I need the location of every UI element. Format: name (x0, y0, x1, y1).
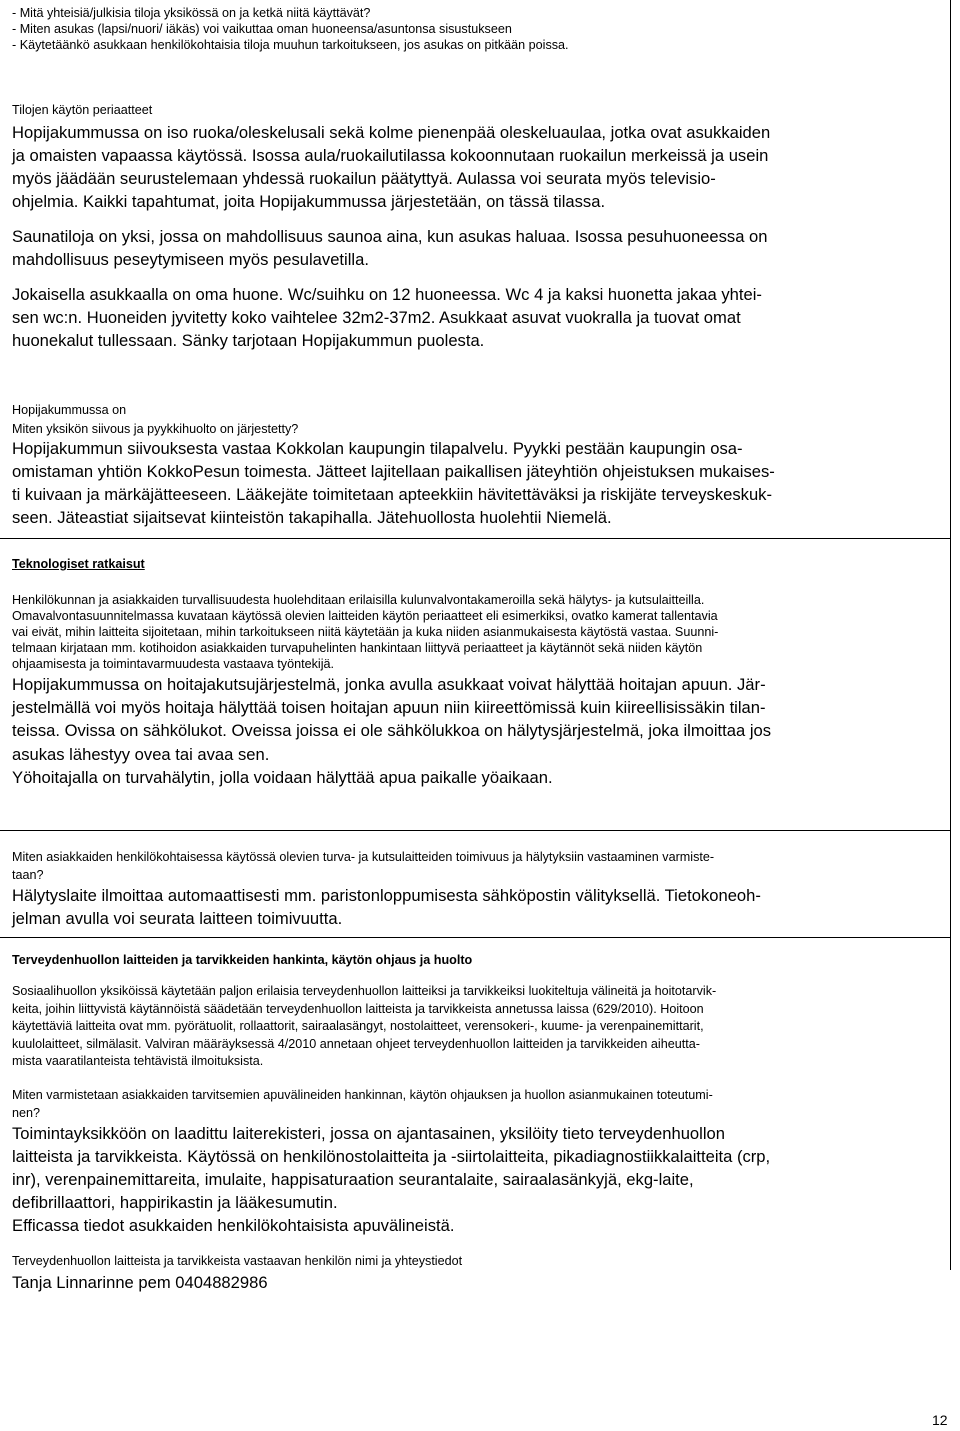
text-line: teissa. Ovissa on sähkölukot. Oveissa joissa ei ole sähkölukkoa on hälytysjärjestelmä, joka ilmoittaa jos (12, 721, 772, 741)
text-line: Hälytyslaite ilmoittaa automaattisesti mm. paristonloppumisesta sähköpostin välityksellä. Tietokoneoh- (12, 886, 761, 906)
cleaning-section (12, 402, 942, 529)
text-line: Miten asiakkaiden henkilökohtaisessa käytössä olevien turva- ja kutsulaitteiden toimivuus ja hälytyksiin vastaaminen varmiste- (12, 850, 715, 864)
health-devices-answer (12, 1122, 942, 1237)
text-line: omistaman yhtiön KokkoPesun toimesta. Jätteet lajitellaan paikallisen jäteyhtiön ohjeistuksen mukaises- (12, 462, 775, 481)
health-devices-heading: Terveydenhuollon laitteiden ja tarvikkeiden hankinta, käytön ohjaus ja huolto (12, 953, 473, 967)
health-devices-section (12, 952, 942, 1294)
text-line: Toimintayksikköön on laadittu laiterekisteri, jossa on ajantasainen, yksilöity tieto terveydenhuollon (12, 1124, 725, 1144)
cleaning-question: Miten yksikön siivous ja pyykkihuolto on järjestetty? (12, 422, 299, 436)
text-line: Yöhoitajalla on turvahälytin, jolla voidaan hälyttää apua paikalle yöaikaan. (12, 767, 553, 787)
premises-paragraph-2 (12, 225, 942, 271)
technology-answer (12, 673, 942, 789)
alarm-check-question (12, 849, 942, 884)
text-line: vai eivät, mihin laitteita sijoitetaan, mihin tarkoitukseen niitä käytetään ja kuka niiden asianmukaisesta käytöstä vastaa. Suunni- (12, 625, 719, 639)
text-line: mahdollisuus peseytymiseen myös pesulavetilla. (12, 250, 369, 269)
premises-label: Tilojen käytön periaatteet (12, 103, 153, 117)
text-line: ja omaisten vapaassa käytössä. Isossa aula/ruokailutilassa kokoonnutaan ruokailun merkeissä ja usein (12, 146, 769, 165)
premises-paragraph-1 (12, 121, 942, 213)
alarm-check-answer (12, 884, 942, 930)
page-number: 12 (932, 1412, 948, 1428)
question-line: - Mitä yhteisiä/julkisia tiloja yksikössä on ja ketkä niitä käyttävät? (12, 6, 371, 20)
text-line: Jokaisella asukkaalla on oma huone. Wc/suihku on 12 huoneessa. Wc 4 ja kaksi huonetta jakaa yhtei- (12, 285, 762, 304)
text-line: Miten varmistetaan asiakkaiden tarvitsemien apuvälineiden hankinnan, käytön ohjauksen ja huollon asianmukainen toteutumi- (12, 1087, 713, 1102)
text-line: defibrillaattori, happirikastin ja lääkesumutin. (12, 1193, 338, 1213)
text-line: ti kuivaan ja märkäjätteeseen. Lääkejäte toimitetaan apteekkiin hävitettäväksi ja riskijäte terveyskeskuk- (12, 485, 773, 504)
text-line: seen. Jäteastiat sijaitsevat kiinteistön takapihalla. Jätehuollosta huolehtii Niemelä. (12, 508, 612, 527)
alarm-check-section (12, 849, 942, 930)
responsible-person-label: Terveydenhuollon laitteista ja tarvikkeista vastaavan henkilön nimi ja yhteystiedot (12, 1254, 463, 1269)
section-divider (0, 937, 950, 938)
health-devices-intro (12, 983, 942, 1071)
health-devices-question (12, 1087, 942, 1122)
text-line: Efficassa tiedot asukkaiden henkilökohtaisista apuvälineistä. (12, 1216, 455, 1236)
text-line: Saunatiloja on yksi, jossa on mahdollisuus saunoa aina, kun asukas haluaa. Isossa pesuhuoneessa on (12, 227, 768, 246)
question-line: - Miten asukas (lapsi/nuori/ iäkäs) voi vaikuttaa oman huoneensa/asuntonsa sisustukseen (12, 22, 512, 36)
section-divider (0, 538, 950, 539)
text-line: huonekalut tullessaan. Sänky tarjotaan Hopijakummun puolesta. (12, 331, 485, 350)
text-line: Hopijakummussa on iso ruoka/oleskelusali sekä kolme pienenpää oleskeluaulaa, jotka ovat asukkaiden (12, 123, 771, 142)
text-line: myös jäädään seurustelemaan yhdessä ruokailun päätyttyä. Aulassa voi seurata myös televisio- (12, 169, 716, 188)
premises-paragraph-3 (12, 283, 942, 352)
technology-section (12, 556, 942, 789)
text-line: Sosiaalihuollon yksiköissä käytetään paljon erilaisia terveydenhuollon laitteiksi ja tarvikkeiksi luokiteltuja välineitä ja hoitotarvik- (12, 984, 717, 998)
text-line: keita, joihin liittyvistä käytännöistä säädetään terveydenhuollon laitteista ja tarvikkeista annetussa laissa (629/2010). Hoitoon (12, 1001, 704, 1016)
text-line: sen wc:n. Huoneiden jyvitetty koko vaihtelee 32m2-37m2. Asukkaat asuvat vuokralla ja tuovat omat (12, 308, 741, 327)
text-line: taan? (12, 867, 44, 882)
text-line: mista vaaratilanteista tehtävistä ilmoituksista. (12, 1054, 264, 1069)
text-line: Hopijakummun siivouksesta vastaa Kokkolan kaupungin tilapalvelu. Pyykki pestään kaupungin osa- (12, 439, 743, 458)
text-line: telmaan kirjataan mm. kotihoidon asiakkaiden turvapuhelinten hankintaan liittyvä periaatteet ja käytännöt sekä niiden käytön (12, 641, 703, 655)
technology-heading: Teknologiset ratkaisut (12, 557, 145, 571)
text-line: käytettäviä laitteita ovat mm. pyörätuolit, rollaattorit, sairaalasängyt, nostolaitteet, verensokeri-, kuume- ja verenpainemittarit, (12, 1019, 704, 1034)
responsible-person-value: Tanja Linnarinne pem 0404882986 (12, 1272, 268, 1292)
text-line: ohjaamisesta ja toimintavarmuudesta vastaava työntekijä. (12, 657, 335, 671)
text-line: ohjelmia. Kaikki tapahtumat, joita Hopijakummussa järjestetään, on tässä tilassa. (12, 192, 606, 211)
text-line: inr), verenpainemittareita, imulaite, happisaturaation seurantalaite, sairaalasänkyjä, ekg-laite, (12, 1170, 694, 1190)
text-line: Hopijakummussa on hoitajakutsujärjestelmä, jonka avulla asukkaat voivat hälyttää hoitajan apuun. Jär- (12, 675, 766, 694)
text-line: jestelmällä voi myös hoitaja hälyttää toisen hoitajan apuun niin kiireettömissä kuin kiireellisissäkin tilan- (12, 698, 766, 718)
text-line: laitteista ja tarvikkeista. Käytössä on henkilönostolaitteita ja -siirtolaitteita, pikadiagnostiikkalaitteita (crp, (12, 1147, 771, 1167)
premises-section (12, 102, 942, 352)
text-line: asukas lähestyy ovea tai avaa sen. (12, 744, 270, 764)
text-line: kuulolaitteet, silmälasit. Valviran määräyksessä 4/2010 annetaan ohjeet terveydenhuollon laitteiden ja tarvikkeiden aiheutta- (12, 1036, 700, 1051)
text-line: Omavalvontasuunnitelmassa kuvataan käytössä olevien laitteiden käytön periaatteet eli esimerkiksi, ovatko kamerat tallentavia (12, 609, 718, 623)
cleaning-answer (12, 437, 942, 529)
cleaning-label: Hopijakummussa on (12, 403, 127, 417)
text-line: jelman avulla voi seurata laitteen toimivuutta. (12, 909, 343, 929)
question-line: - Käytetäänkö asukkaan henkilökohtaisia tiloja muuhun tarkoitukseen, jos asukas on pitkään poissa. (12, 38, 569, 52)
technology-intro (12, 592, 942, 672)
questions-top (12, 5, 942, 53)
text-line: nen? (12, 1105, 41, 1120)
section-divider (0, 830, 950, 831)
text-line: Henkilökunnan ja asiakkaiden turvallisuudesta huolehditaan erilaisilla kulunvalvontakameroilla sekä hälytys- ja kutsulaitteilla. (12, 593, 705, 607)
